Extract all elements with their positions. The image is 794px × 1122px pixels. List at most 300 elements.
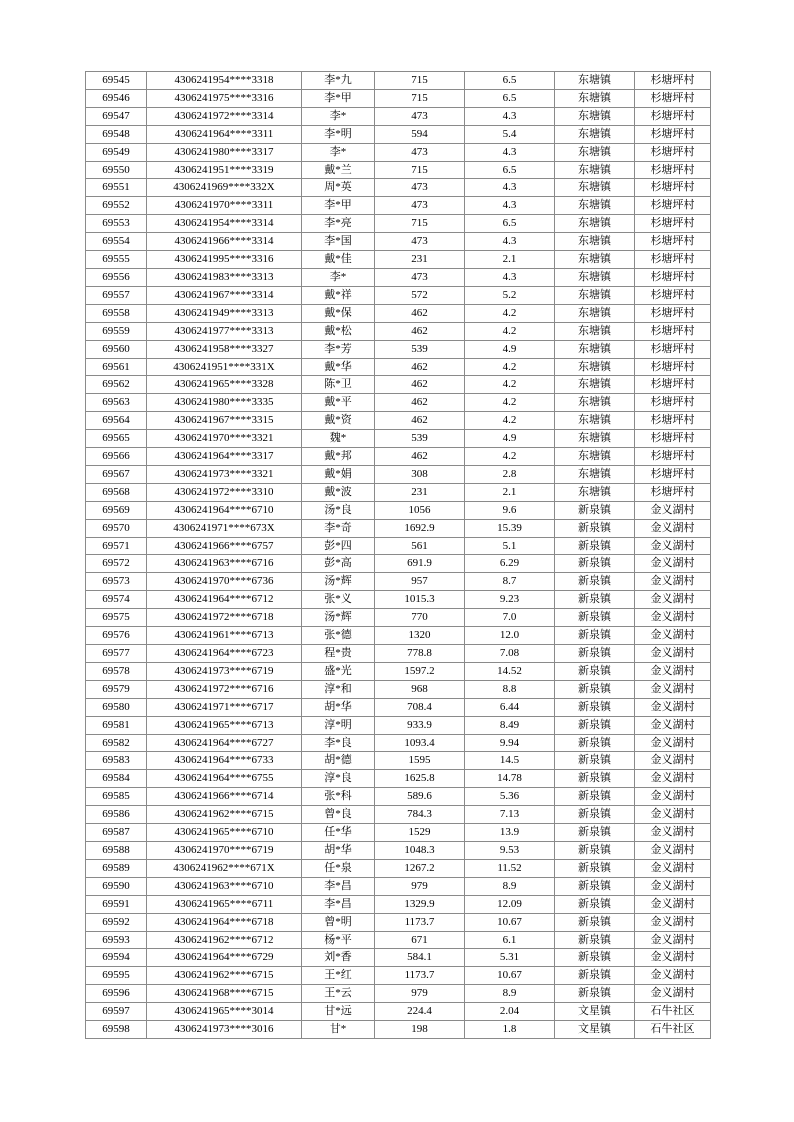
cell-serial: 69594	[86, 949, 147, 967]
cell-name: 戴*佳	[302, 251, 375, 269]
cell-name: 李*九	[302, 72, 375, 90]
table-row	[86, 161, 711, 179]
cell-serial: 69556	[86, 268, 147, 286]
cell-name: 李*甲	[302, 197, 375, 215]
cell-id_number: 4306241970****3321	[147, 430, 302, 448]
cell-name: 胡*华	[302, 841, 375, 859]
cell-area: 6.44	[465, 698, 555, 716]
cell-town: 东塘镇	[555, 376, 635, 394]
cell-amount: 1625.8	[375, 770, 465, 788]
cell-amount: 594	[375, 125, 465, 143]
cell-town: 东塘镇	[555, 143, 635, 161]
table-row	[86, 591, 711, 609]
cell-id_number: 4306241970****3311	[147, 197, 302, 215]
table-row	[86, 376, 711, 394]
cell-village: 杉塘坪村	[635, 72, 711, 90]
table-row	[86, 770, 711, 788]
table-row	[86, 913, 711, 931]
cell-village: 金义湖村	[635, 662, 711, 680]
cell-town: 新泉镇	[555, 967, 635, 985]
cell-amount: 589.6	[375, 788, 465, 806]
cell-amount: 462	[375, 358, 465, 376]
cell-town: 新泉镇	[555, 806, 635, 824]
cell-id_number: 4306241964****6733	[147, 752, 302, 770]
cell-town: 文星镇	[555, 1003, 635, 1021]
cell-village: 金义湖村	[635, 555, 711, 573]
cell-area: 4.3	[465, 233, 555, 251]
cell-town: 新泉镇	[555, 985, 635, 1003]
cell-name: 汤*辉	[302, 573, 375, 591]
cell-area: 4.2	[465, 304, 555, 322]
cell-name: 李*明	[302, 125, 375, 143]
cell-area: 13.9	[465, 824, 555, 842]
cell-amount: 462	[375, 304, 465, 322]
cell-id_number: 4306241977****3313	[147, 322, 302, 340]
cell-town: 新泉镇	[555, 877, 635, 895]
cell-id_number: 4306241965****6711	[147, 895, 302, 913]
cell-town: 东塘镇	[555, 215, 635, 233]
cell-area: 5.4	[465, 125, 555, 143]
cell-name: 曾*明	[302, 913, 375, 931]
cell-name: 戴*祥	[302, 286, 375, 304]
cell-serial: 69562	[86, 376, 147, 394]
cell-village: 金义湖村	[635, 609, 711, 627]
table-row	[86, 72, 711, 90]
cell-amount: 1329.9	[375, 895, 465, 913]
cell-village: 石牛社区	[635, 1003, 711, 1021]
cell-id_number: 4306241965****3014	[147, 1003, 302, 1021]
table-row	[86, 752, 711, 770]
cell-name: 淳*明	[302, 716, 375, 734]
cell-name: 陈*卫	[302, 376, 375, 394]
cell-area: 4.2	[465, 412, 555, 430]
cell-id_number: 4306241964****3311	[147, 125, 302, 143]
cell-serial: 69583	[86, 752, 147, 770]
cell-name: 淳*和	[302, 680, 375, 698]
cell-village: 金义湖村	[635, 680, 711, 698]
cell-amount: 462	[375, 394, 465, 412]
cell-village: 杉塘坪村	[635, 448, 711, 466]
cell-village: 杉塘坪村	[635, 322, 711, 340]
cell-serial: 69572	[86, 555, 147, 573]
cell-name: 刘*香	[302, 949, 375, 967]
cell-town: 新泉镇	[555, 555, 635, 573]
cell-town: 新泉镇	[555, 949, 635, 967]
table-row	[86, 645, 711, 663]
cell-village: 杉塘坪村	[635, 233, 711, 251]
table-row	[86, 268, 711, 286]
cell-area: 4.2	[465, 358, 555, 376]
table-row	[86, 107, 711, 125]
cell-serial: 69587	[86, 824, 147, 842]
cell-serial: 69593	[86, 931, 147, 949]
table-row	[86, 143, 711, 161]
table-row	[86, 1021, 711, 1039]
table-row	[86, 215, 711, 233]
cell-id_number: 4306241973****3016	[147, 1021, 302, 1039]
cell-id_number: 4306241964****6712	[147, 591, 302, 609]
cell-id_number: 4306241961****6713	[147, 627, 302, 645]
cell-id_number: 4306241965****6713	[147, 716, 302, 734]
cell-town: 东塘镇	[555, 72, 635, 90]
cell-town: 东塘镇	[555, 304, 635, 322]
cell-area: 4.3	[465, 107, 555, 125]
table-row	[86, 680, 711, 698]
cell-amount: 539	[375, 430, 465, 448]
cell-area: 6.5	[465, 215, 555, 233]
cell-id_number: 4306241966****6714	[147, 788, 302, 806]
table-row	[86, 197, 711, 215]
cell-amount: 1597.2	[375, 662, 465, 680]
cell-area: 8.9	[465, 985, 555, 1003]
cell-id_number: 4306241972****6716	[147, 680, 302, 698]
cell-name: 戴*平	[302, 394, 375, 412]
cell-name: 张*科	[302, 788, 375, 806]
table-row	[86, 537, 711, 555]
cell-amount: 715	[375, 89, 465, 107]
cell-amount: 715	[375, 215, 465, 233]
cell-id_number: 4306241954****3318	[147, 72, 302, 90]
cell-amount: 1048.3	[375, 841, 465, 859]
cell-id_number: 4306241975****3316	[147, 89, 302, 107]
cell-village: 杉塘坪村	[635, 358, 711, 376]
table-row	[86, 519, 711, 537]
cell-amount: 1015.3	[375, 591, 465, 609]
cell-name: 张*德	[302, 627, 375, 645]
cell-serial: 69574	[86, 591, 147, 609]
cell-village: 杉塘坪村	[635, 89, 711, 107]
cell-id_number: 4306241972****3310	[147, 483, 302, 501]
cell-id_number: 4306241967****3314	[147, 286, 302, 304]
cell-serial: 69545	[86, 72, 147, 90]
cell-town: 新泉镇	[555, 734, 635, 752]
cell-serial: 69596	[86, 985, 147, 1003]
cell-village: 金义湖村	[635, 895, 711, 913]
cell-village: 杉塘坪村	[635, 483, 711, 501]
cell-area: 14.5	[465, 752, 555, 770]
table-row	[86, 286, 711, 304]
cell-village: 金义湖村	[635, 573, 711, 591]
cell-serial: 69557	[86, 286, 147, 304]
cell-area: 4.9	[465, 430, 555, 448]
cell-town: 新泉镇	[555, 519, 635, 537]
cell-amount: 784.3	[375, 806, 465, 824]
cell-id_number: 4306241964****3317	[147, 448, 302, 466]
cell-town: 新泉镇	[555, 895, 635, 913]
cell-name: 王*红	[302, 967, 375, 985]
table-row	[86, 609, 711, 627]
cell-village: 金义湖村	[635, 752, 711, 770]
cell-id_number: 4306241973****3321	[147, 465, 302, 483]
cell-amount: 473	[375, 107, 465, 125]
table-row	[86, 465, 711, 483]
cell-id_number: 4306241967****3315	[147, 412, 302, 430]
cell-town: 东塘镇	[555, 394, 635, 412]
cell-name: 李*	[302, 268, 375, 286]
cell-id_number: 4306241972****3314	[147, 107, 302, 125]
cell-area: 14.78	[465, 770, 555, 788]
table-row	[86, 841, 711, 859]
cell-id_number: 4306241983****3313	[147, 268, 302, 286]
cell-serial: 69555	[86, 251, 147, 269]
cell-amount: 473	[375, 268, 465, 286]
cell-town: 新泉镇	[555, 788, 635, 806]
cell-name: 曾*良	[302, 806, 375, 824]
cell-town: 新泉镇	[555, 841, 635, 859]
cell-name: 戴*兰	[302, 161, 375, 179]
cell-village: 金义湖村	[635, 967, 711, 985]
cell-area: 2.1	[465, 483, 555, 501]
cell-name: 李*亮	[302, 215, 375, 233]
cell-village: 金义湖村	[635, 519, 711, 537]
cell-serial: 69598	[86, 1021, 147, 1039]
table-row	[86, 806, 711, 824]
cell-town: 新泉镇	[555, 591, 635, 609]
cell-town: 东塘镇	[555, 268, 635, 286]
cell-amount: 979	[375, 877, 465, 895]
table-row	[86, 412, 711, 430]
cell-amount: 933.9	[375, 716, 465, 734]
cell-id_number: 4306241964****6727	[147, 734, 302, 752]
cell-area: 7.13	[465, 806, 555, 824]
cell-village: 金义湖村	[635, 788, 711, 806]
cell-name: 李*	[302, 107, 375, 125]
cell-village: 杉塘坪村	[635, 430, 711, 448]
cell-village: 杉塘坪村	[635, 340, 711, 358]
cell-village: 金义湖村	[635, 949, 711, 967]
cell-amount: 968	[375, 680, 465, 698]
cell-id_number: 4306241980****3335	[147, 394, 302, 412]
table-row	[86, 304, 711, 322]
cell-village: 杉塘坪村	[635, 251, 711, 269]
cell-name: 李*国	[302, 233, 375, 251]
cell-amount: 979	[375, 985, 465, 1003]
cell-id_number: 4306241958****3327	[147, 340, 302, 358]
cell-town: 东塘镇	[555, 197, 635, 215]
cell-amount: 462	[375, 448, 465, 466]
cell-town: 东塘镇	[555, 179, 635, 197]
cell-name: 甘*	[302, 1021, 375, 1039]
cell-name: 王*云	[302, 985, 375, 1003]
cell-village: 金义湖村	[635, 645, 711, 663]
table-row	[86, 358, 711, 376]
cell-area: 2.04	[465, 1003, 555, 1021]
cell-id_number: 4306241968****6715	[147, 985, 302, 1003]
table-row	[86, 573, 711, 591]
cell-serial: 69560	[86, 340, 147, 358]
cell-amount: 308	[375, 465, 465, 483]
cell-town: 新泉镇	[555, 662, 635, 680]
cell-amount: 1173.7	[375, 967, 465, 985]
cell-serial: 69563	[86, 394, 147, 412]
cell-name: 戴*华	[302, 358, 375, 376]
cell-id_number: 4306241962****6715	[147, 967, 302, 985]
cell-village: 杉塘坪村	[635, 394, 711, 412]
cell-village: 杉塘坪村	[635, 125, 711, 143]
cell-name: 李*	[302, 143, 375, 161]
cell-area: 14.52	[465, 662, 555, 680]
cell-area: 7.08	[465, 645, 555, 663]
cell-name: 任*华	[302, 824, 375, 842]
cell-area: 4.3	[465, 197, 555, 215]
cell-village: 金义湖村	[635, 770, 711, 788]
cell-serial: 69585	[86, 788, 147, 806]
table-row	[86, 734, 711, 752]
cell-area: 12.0	[465, 627, 555, 645]
cell-name: 戴*资	[302, 412, 375, 430]
cell-name: 李*奇	[302, 519, 375, 537]
table-row	[86, 89, 711, 107]
cell-serial: 69548	[86, 125, 147, 143]
cell-serial: 69549	[86, 143, 147, 161]
cell-village: 金义湖村	[635, 824, 711, 842]
cell-name: 李*昌	[302, 877, 375, 895]
cell-area: 9.6	[465, 501, 555, 519]
cell-amount: 473	[375, 143, 465, 161]
cell-amount: 671	[375, 931, 465, 949]
cell-id_number: 4306241973****6719	[147, 662, 302, 680]
cell-id_number: 4306241964****6718	[147, 913, 302, 931]
cell-town: 东塘镇	[555, 430, 635, 448]
cell-serial: 69592	[86, 913, 147, 931]
cell-name: 戴*松	[302, 322, 375, 340]
cell-amount: 572	[375, 286, 465, 304]
cell-serial: 69584	[86, 770, 147, 788]
cell-village: 金义湖村	[635, 591, 711, 609]
cell-village: 石牛社区	[635, 1021, 711, 1039]
cell-town: 东塘镇	[555, 448, 635, 466]
cell-village: 金义湖村	[635, 877, 711, 895]
cell-name: 甘*远	[302, 1003, 375, 1021]
cell-serial: 69552	[86, 197, 147, 215]
table-row	[86, 859, 711, 877]
cell-amount: 1595	[375, 752, 465, 770]
cell-serial: 69589	[86, 859, 147, 877]
cell-village: 金义湖村	[635, 698, 711, 716]
cell-id_number: 4306241964****6755	[147, 770, 302, 788]
cell-area: 4.9	[465, 340, 555, 358]
cell-id_number: 4306241949****3313	[147, 304, 302, 322]
cell-amount: 691.9	[375, 555, 465, 573]
cell-area: 4.3	[465, 268, 555, 286]
table-body	[86, 72, 711, 1039]
cell-id_number: 4306241951****3319	[147, 161, 302, 179]
cell-name: 张*义	[302, 591, 375, 609]
cell-id_number: 4306241972****6718	[147, 609, 302, 627]
cell-serial: 69558	[86, 304, 147, 322]
cell-area: 8.9	[465, 877, 555, 895]
cell-name: 杨*平	[302, 931, 375, 949]
table-row	[86, 233, 711, 251]
cell-serial: 69573	[86, 573, 147, 591]
cell-area: 9.23	[465, 591, 555, 609]
cell-serial: 69565	[86, 430, 147, 448]
cell-id_number: 4306241964****6710	[147, 501, 302, 519]
cell-town: 新泉镇	[555, 931, 635, 949]
cell-name: 胡*德	[302, 752, 375, 770]
cell-serial: 69586	[86, 806, 147, 824]
cell-amount: 957	[375, 573, 465, 591]
cell-amount: 1173.7	[375, 913, 465, 931]
cell-serial: 69569	[86, 501, 147, 519]
cell-amount: 584.1	[375, 949, 465, 967]
cell-serial: 69546	[86, 89, 147, 107]
cell-village: 金义湖村	[635, 931, 711, 949]
cell-town: 新泉镇	[555, 752, 635, 770]
cell-area: 5.31	[465, 949, 555, 967]
cell-amount: 462	[375, 322, 465, 340]
cell-id_number: 4306241964****6729	[147, 949, 302, 967]
cell-name: 彭*高	[302, 555, 375, 573]
cell-id_number: 4306241963****6716	[147, 555, 302, 573]
cell-serial: 69575	[86, 609, 147, 627]
cell-area: 2.8	[465, 465, 555, 483]
cell-id_number: 4306241965****6710	[147, 824, 302, 842]
table-row	[86, 179, 711, 197]
cell-area: 10.67	[465, 913, 555, 931]
cell-amount: 1056	[375, 501, 465, 519]
cell-name: 李*良	[302, 734, 375, 752]
table-row	[86, 824, 711, 842]
table-row	[86, 985, 711, 1003]
cell-area: 7.0	[465, 609, 555, 627]
table-row	[86, 483, 711, 501]
cell-serial: 69547	[86, 107, 147, 125]
table-row	[86, 430, 711, 448]
cell-id_number: 4306241962****671X	[147, 859, 302, 877]
cell-village: 金义湖村	[635, 985, 711, 1003]
cell-serial: 69559	[86, 322, 147, 340]
cell-name: 胡*华	[302, 698, 375, 716]
cell-serial: 69595	[86, 967, 147, 985]
cell-id_number: 4306241971****673X	[147, 519, 302, 537]
cell-area: 8.8	[465, 680, 555, 698]
cell-village: 金义湖村	[635, 859, 711, 877]
cell-village: 杉塘坪村	[635, 143, 711, 161]
cell-village: 杉塘坪村	[635, 412, 711, 430]
cell-name: 程*贵	[302, 645, 375, 663]
cell-serial: 69570	[86, 519, 147, 537]
table-row	[86, 931, 711, 949]
cell-name: 魏*	[302, 430, 375, 448]
table-row	[86, 251, 711, 269]
cell-town: 东塘镇	[555, 340, 635, 358]
cell-id_number: 4306241964****6723	[147, 645, 302, 663]
cell-serial: 69571	[86, 537, 147, 555]
table-row	[86, 967, 711, 985]
cell-area: 1.8	[465, 1021, 555, 1039]
cell-village: 杉塘坪村	[635, 268, 711, 286]
cell-area: 5.36	[465, 788, 555, 806]
cell-village: 金义湖村	[635, 627, 711, 645]
cell-area: 6.5	[465, 161, 555, 179]
cell-id_number: 4306241966****6757	[147, 537, 302, 555]
cell-area: 4.2	[465, 448, 555, 466]
cell-area: 11.52	[465, 859, 555, 877]
cell-name: 戴*保	[302, 304, 375, 322]
cell-town: 东塘镇	[555, 412, 635, 430]
cell-village: 杉塘坪村	[635, 107, 711, 125]
cell-amount: 1529	[375, 824, 465, 842]
cell-area: 12.09	[465, 895, 555, 913]
cell-town: 东塘镇	[555, 358, 635, 376]
cell-village: 金义湖村	[635, 806, 711, 824]
cell-area: 6.5	[465, 89, 555, 107]
cell-name: 汤*良	[302, 501, 375, 519]
cell-area: 5.1	[465, 537, 555, 555]
cell-serial: 69597	[86, 1003, 147, 1021]
cell-name: 汤*辉	[302, 609, 375, 627]
